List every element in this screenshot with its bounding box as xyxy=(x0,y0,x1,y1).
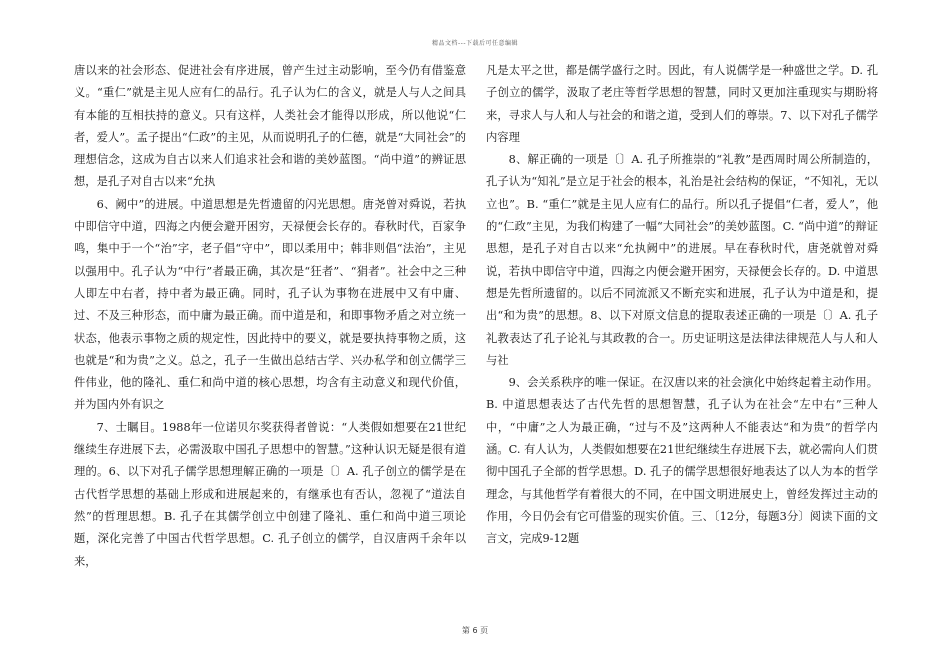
page-number: 第 6 页 xyxy=(461,626,489,635)
left-column xyxy=(74,60,466,573)
page-header: 精品文档---下载后可任意编辑 xyxy=(432,40,518,47)
paragraph: 9、会关系秩序的唯一保证。在汉唐以来的社会演化中始终起着主动作用。B. 中道思想表达了古代先哲的思想智慧，孔子认为在社会“左中右”三种人中，“中庸”之人为最正确，“过与不及”这两种人不能表达“和为贵”的哲学内涵。C. 有人认为，人类假如想要在21世纪继续生存进展下去，就必需向人们贯彻中国孔子全部的哲学思想。D. 孔子的儒学思想很好地表达了以人为本的哲学理念，与其他哲学有着很大的不同，在中国文明进展史上，曾经发挥过主动的作用，今日仍会有它可借鉴的现实价值。三、〔12分，每题3分〕阅读下面的文言文，完成9-12题 xyxy=(486,376,878,546)
paragraph: 7、士瞩目。1988年一位诺贝尔奖获得者曾说：“人类假如想要在21世纪继续生存进展下去，必需汲取中国孔子思想中的智慧。”这种认识无疑是很有道理的。6、以下对孔子儒学思想理解正确的一项是〔〕A. 孔子创立的儒学是在古代哲学思想的基础上形成和进展起来的，有继承也有否认，忽视了“道法自然”的哲理思想。B. 孔子在其儒学创立中创建了隆礼、重仁和尚中道三项论题，深化完善了中国古代哲学思想。C. 孔子创立的儒学，自汉唐两千余年以来， xyxy=(74,420,466,568)
paragraph: 8、解正确的一项是〔〕A. 孔子所推崇的“礼教”是西周时周公所制造的，孔子认为“知礼”是立足于社会的根本，礼治是社会结构的保证，“不知礼，无以立也”。B. “重仁”就是主见人应有仁的品行。所以孔子提倡“仁者，爱人”，他的“仁政”主见，为我们构建了一幅“大同社会”的美妙蓝图。C. “尚中道”的辩证思想，是孔子对自古以来“允执阙中”的进展。早在春秋时代，唐尧就曾对舜说，若执中即信守中道，四海之内便会避开困穷，天禄便会长存的。D. 中道思想是先哲所遗留的。以后不同流派又不断充实和进展，孔子认为中道是和，提出“和为贵”的思想。8、以下对原文信息的提取表述正确的一项是〔〕A. 孔子礼教表达了孔子论礼与其政教的合一。历史证明这是法律法律规范人与人和人与社 xyxy=(486,153,878,367)
paragraph: 凡是太平之世，都是儒学盛行之时。因此，有人说儒学是一种盛世之学。D. 孔子创立的儒学，汲取了老庄等哲学思想的智慧，同时又更加注重现实与期盼将来，寻求人与人和人与社会的和谐之道，受到人们的尊崇。7、以下对孔子儒学内容理 xyxy=(486,64,878,144)
paragraph: 唐以来的社会形态、促进社会有序进展，曾产生过主动影响，至今仍有借鉴意义。“重仁”就是主见人应有仁的品行。孔子认为仁的含义，就是人与人之间具有本能的互相扶持的意义。只有这样，人类社会才能得以形成，所以他说“仁者，爱人”。孟子提出“仁政”的主见，从而说明孔子的仁德，就是“大同社会”的理想信念，这成为自古以来人们追求社会和谐的美妙蓝图。“尚中道”的辨证思想，是孔子对自古以来“允执 xyxy=(74,64,466,189)
right-column xyxy=(486,60,878,551)
paragraph: 6、阙中”的进展。中道思想是先哲遗留的闪光思想。唐尧曾对舜说，若执中即信守中道，四海之内便会避开困穷，天禄便会长存的。春秋时代，百家争鸣，集中于一个“治”字，老子倡“守中”，即以柔用中；韩非则倡“法治”，主见以强用中。孔子认为“中行”者最正确，其次是“狂者”、“狷者”。社会中之三种人即左中右者，持中者为最正确。同时，孔子认为事物在进展中又有中庸、过、不及三种形态，而中庸为最正确。而中道是和，和即事物矛盾之对立统一状态，他表示事物之质的规定性，因此持中的要义，就是要执持事物之质，这也就是“和为贵”之义。总之，孔子一生做出总结古学、兴办私学和创立儒学三件伟业，他的隆礼、重仁和尚中道的核心思想，均含有主动意义和现代价值，并为国内外有识之 xyxy=(74,197,466,412)
